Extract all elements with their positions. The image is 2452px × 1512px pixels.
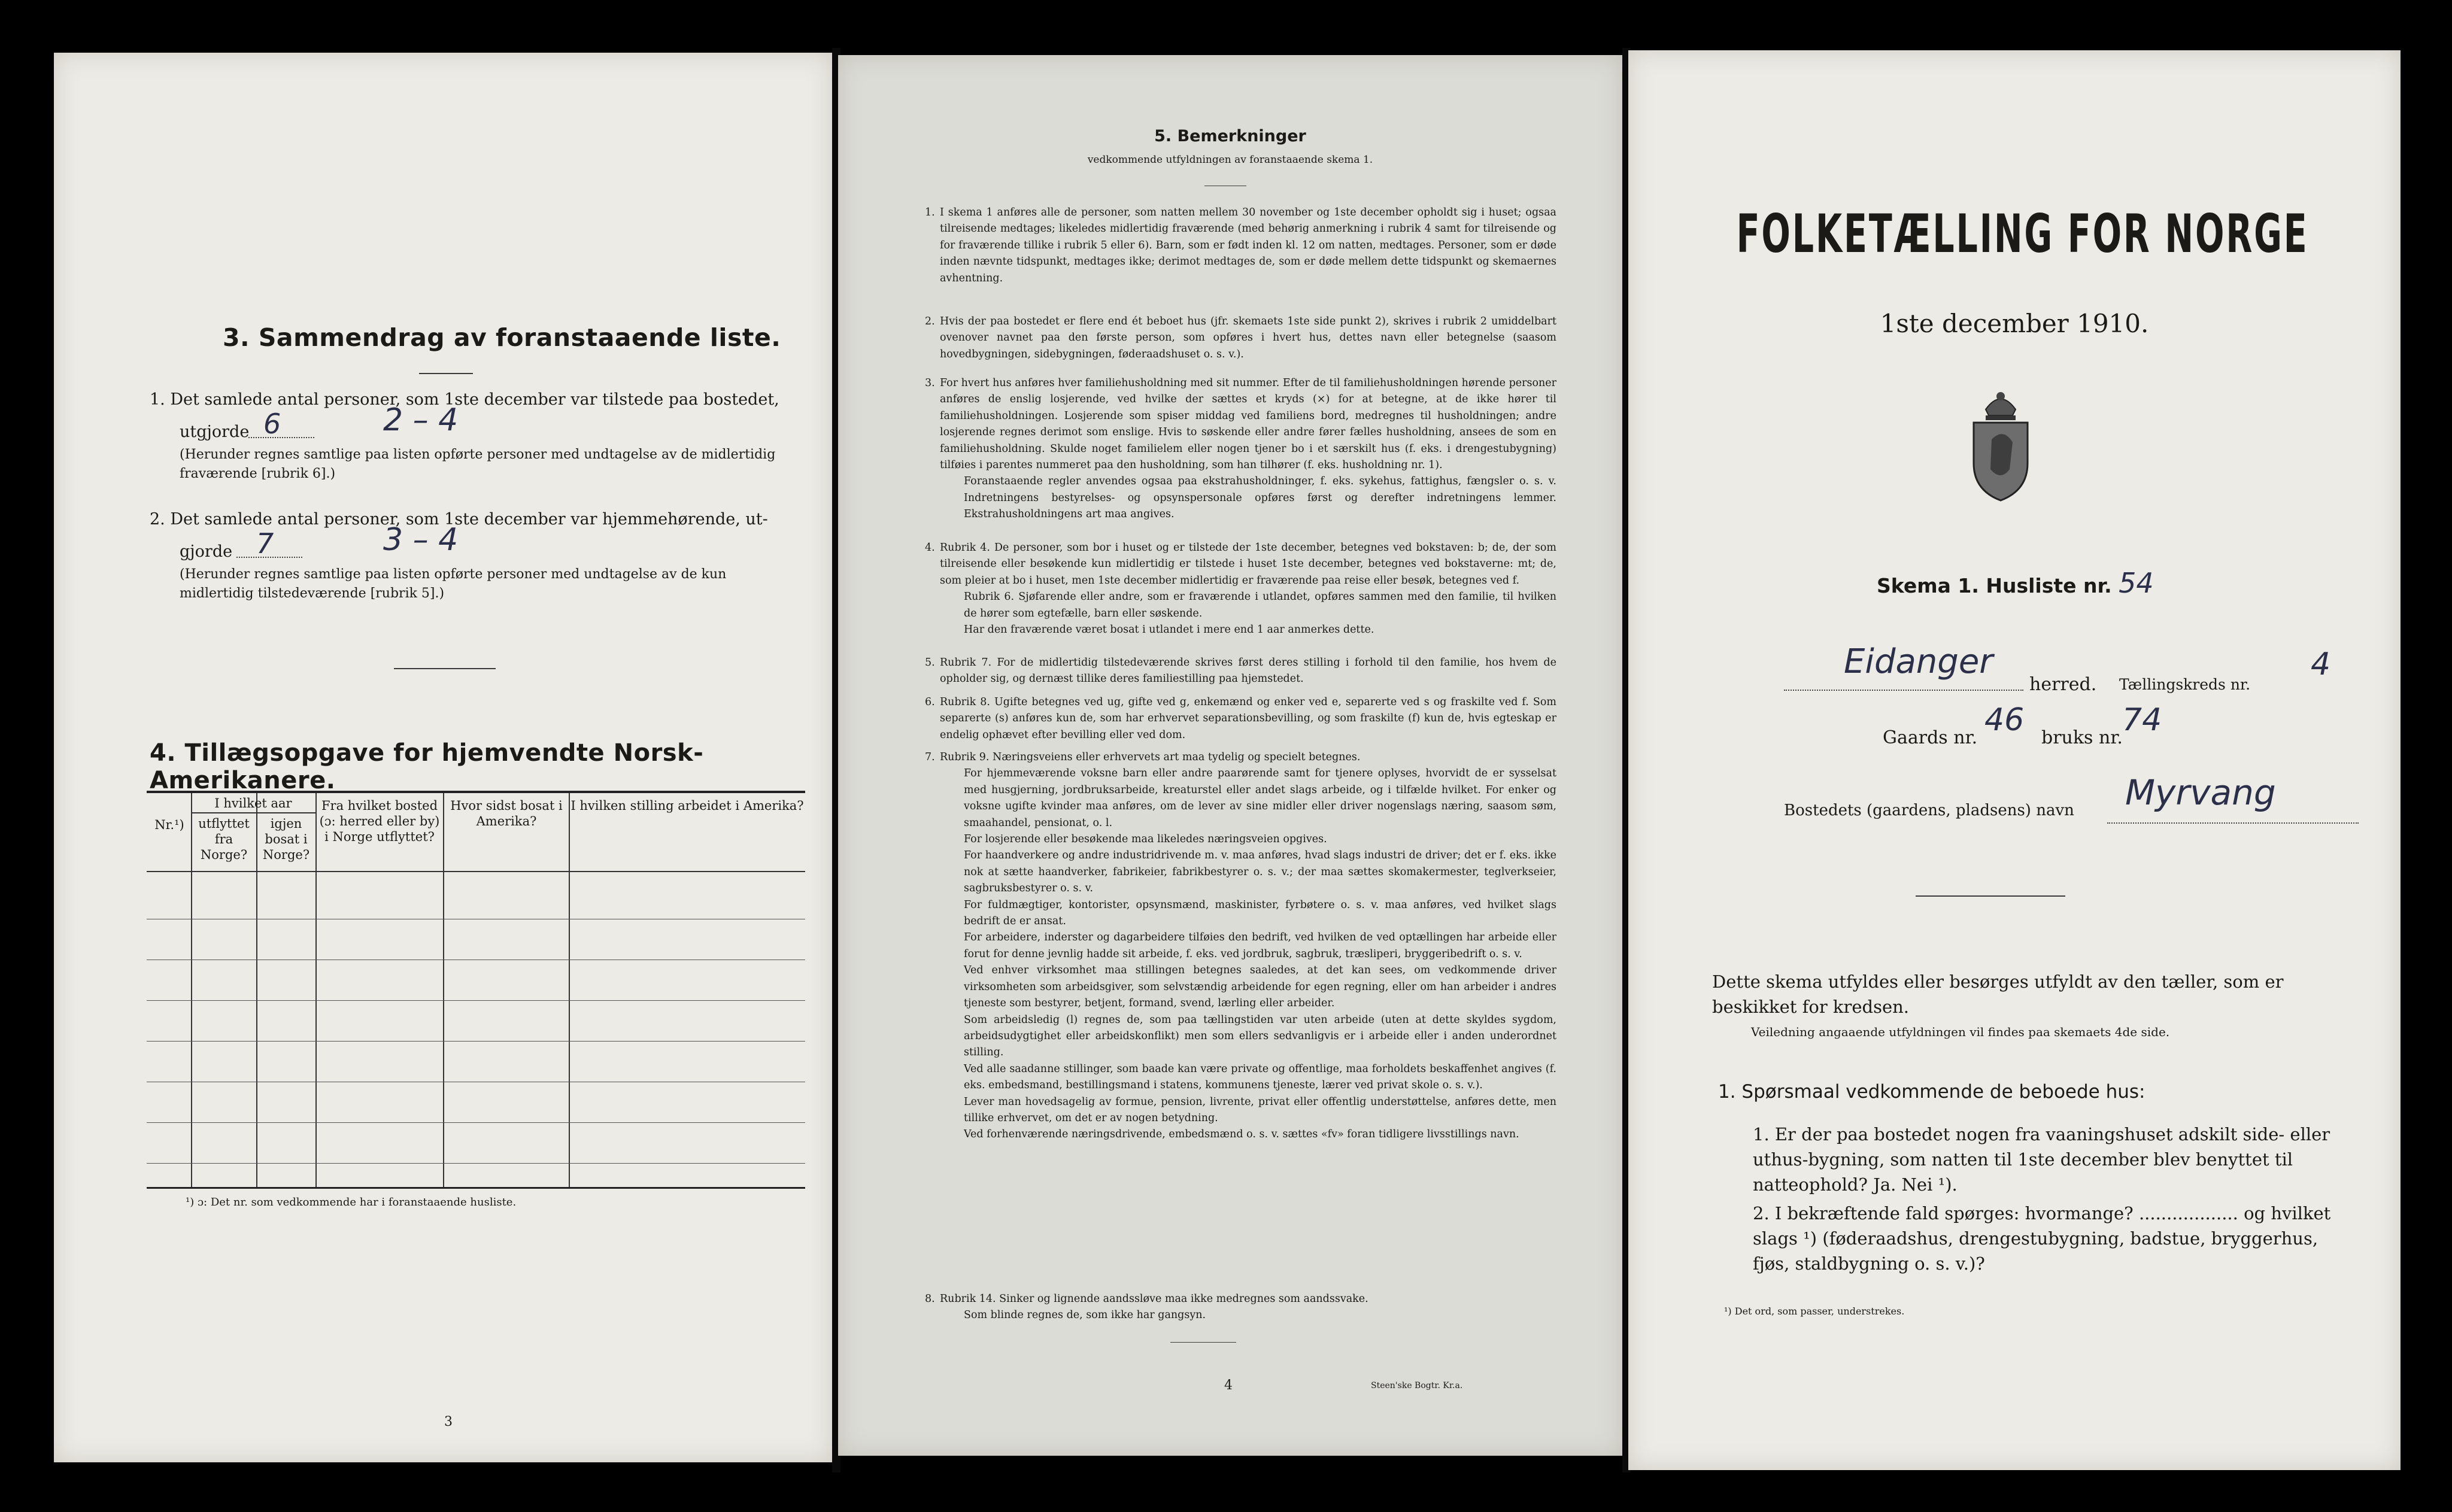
instruction-note: Veiledning angaaende utfyldningen vil findes paa skemaets 4de side. xyxy=(1751,1025,2170,1039)
bruks-label: bruks nr. xyxy=(2041,727,2123,748)
summary-item-1-note: (Herunder regnes samtlige paa listen opførte personer med undtagelse av de midlertidig fraværende [rubrik 6].) xyxy=(180,447,776,481)
remark-text: Rubrik 6. Sjøfarende eller andre, som er fraværende i utlandet, opføres sammen med den familie, til hvilken de hører som egtefælle, barn eller søskende. xyxy=(964,591,1556,620)
dotted-line xyxy=(2107,822,2359,824)
remark-text: Hvis der paa bostedet er flere end ét beboet hus (jfr. skemaets 1ste side punkt 2), skrives i rubrik 2 umiddelbart ovenover navnet paa den første person, som opføres i hvert hus, dettes navn eller betegnelse (saasom hovedbygningen, sidebygningen, føderaadshuset o. s. v.). xyxy=(940,315,1556,360)
remark-number: 6. xyxy=(925,696,935,708)
form-title: FOLKETÆLLING FOR NORGE xyxy=(1736,203,2309,265)
remark-text: Rubrik 4. De personer, som bor i huset og er tilstede der 1ste december, betegnes ved bokstaven: b; de, der som tilreisende eller besøkende kun midlertidig er tilstede i huset 1ste december, betegnes ved bokstaverne: mt; de, som pleier at bo i huset, men 1ste december midlertidig er fraværende paa reise eller besøk, betegnes ved f. xyxy=(940,542,1556,587)
gaards-line xyxy=(1883,702,2302,754)
header-bottom-rule xyxy=(147,871,805,872)
table-column-divider xyxy=(315,793,317,1187)
remark-text: Har den fraværende været bosat i utlandet i mere end 1 aar anmerkes dette. xyxy=(964,624,1374,636)
summary-item-1 xyxy=(150,388,814,484)
coat-of-arms-icon xyxy=(1962,385,2040,503)
table-header-last-residence: Hvor sidst bosat i Amerika? xyxy=(450,798,563,828)
gaards-label: Gaards nr. xyxy=(1883,727,1978,748)
table-header-returned: igjen bosat i Norge? xyxy=(262,816,310,862)
remark-5 xyxy=(925,655,1556,688)
table-header-from-place: Fra hvilket bosted (ɔ: herred eller by) i Norge utflyttet? xyxy=(319,798,440,844)
ornament-divider xyxy=(1916,895,2065,897)
remark-text: Som blinde regnes de, som ikke har gangsyn. xyxy=(964,1309,1206,1322)
table-row xyxy=(147,1163,805,1164)
herred-line xyxy=(1784,642,2371,697)
divider xyxy=(1170,1342,1236,1343)
divider xyxy=(394,668,496,669)
form-title-wrap xyxy=(1628,203,2401,265)
remark-number: 8. xyxy=(925,1293,935,1305)
remark-text: Rubrik 8. Ugifte betegnes ved ug, gifte ved g, enkemænd og enker ved e, separerte ved s og fraskilte ved f. Som separerte (s) anføres kun de, som har erhvervet separationsbevilling, og som fraskilte (f) kun de, hvis egteskap er endelig ophævet efter bevilling eller ved dom. xyxy=(940,696,1556,741)
remark-7 xyxy=(925,749,1556,1143)
remark-text: Ved forhenværende næringsdrivende, embedsmænd o. s. v. sættes «fv» foran tidligere livsstillings navn. xyxy=(964,1128,1519,1141)
kreds-label: Tællingskreds nr. xyxy=(2119,676,2251,693)
norsk-amerikanere-table xyxy=(147,791,805,1189)
gaards-number: 46 xyxy=(1984,702,2025,738)
dotted-line xyxy=(248,437,314,438)
table-footnote: ¹) ɔ: Det nr. som vedkommende har i foranstaaende husliste. xyxy=(186,1196,517,1209)
footnote: ¹) Det ord, som passer, understrekes. xyxy=(1724,1305,1905,1317)
remark-text: For hvert hus anføres hver familiehusholdning med sit nummer. Efter de til familiehusholdningen hørende personer anføres de enslig losjerende, ved hvilke der sættes et kryds (×) for at betegne, at de ikke hører til familiehusholdningen. Losjerende som spiser middag ved familiens bord, medregnes til husholdningen; andre losjerende regnes derimot som enslige. Hvis to søskende eller andre fører fælles husholdning, ansees de som en familiehusholdning. Skulde noget familielem eller nogen tjener bo i et særskilt hus (f. eks. i drengestubygning) tilføies i parentes nummeret paa den husholdning, som han tilhører (f. eks. husholdning nr. 1). xyxy=(940,377,1557,472)
schema-label: Skema 1. Husliste nr. xyxy=(1877,574,2112,597)
remark-text: Rubrik 14. Sinker og lignende aandssløve maa ikke medregnes som aandssvake. xyxy=(940,1293,1368,1305)
herred-label: herred. xyxy=(2029,674,2097,695)
remark-number: 3. xyxy=(925,377,935,389)
question-section-title: 1. Spørsmaal vedkommende de beboede hus: xyxy=(1718,1081,2146,1103)
dotted-line xyxy=(1784,690,2023,691)
page-number: 3 xyxy=(444,1414,453,1429)
summary-item-2-handwritten-total: 7 xyxy=(256,527,274,560)
table-row xyxy=(147,1122,805,1123)
summary-item-2 xyxy=(150,508,814,603)
remark-text: For haandverkere og andre industridrivende m. v. maa anføres, hvad slags industri de driver; det er f. eks. ikke nok at sætte haandverker, fabrikeier, fabrikbestyrer o. s. v.; der maa sættes skomakermester, teglverkseier, sagbruksbestyrer o. s. v. xyxy=(964,849,1556,895)
herred-name: Eidanger xyxy=(1844,642,1993,681)
bosted-name: Myrvang xyxy=(2125,772,2276,813)
remark-2 xyxy=(925,314,1556,363)
remark-8 xyxy=(925,1291,1556,1324)
remark-number: 4. xyxy=(925,542,935,554)
table-row xyxy=(147,1000,805,1001)
question-2: 2. I bekræftende fald spørges: hvormange? .................. og hvilket slags ¹) (føderaadshus, drengestubygning, badstue, bryggerhus, fjøs, staldbygning o. s. v.)? xyxy=(1753,1203,2331,1274)
bosted-line xyxy=(1784,772,2371,828)
table-header-nr: Nr.¹) xyxy=(154,818,184,832)
summary-item-1-handwritten-total: 6 xyxy=(263,408,281,440)
dotted-line xyxy=(236,557,302,558)
instruction-text: Dette skema utfyldes eller besørges utfyldt av den tæller, som er beskikket for kredsen. xyxy=(1712,971,2284,1017)
bosted-label: Bostedets (gaardens, pladsens) navn xyxy=(1784,801,2074,819)
remark-text: Lever man hovedsagelig av formue, pension, livrente, privat eller offentlig understøttelse, anføres dette, men tillike erhvervet, om det er av nogen betydning. xyxy=(964,1095,1556,1124)
husliste-number: 54 xyxy=(2119,567,2154,599)
remark-text: For fuldmægtiger, kontorister, opsynsmænd, maskinister, fyrbøtere o. s. v. maa anføres, ved hvilket slags bedrift de er ansat. xyxy=(964,898,1556,928)
remark-text: Ved alle saadanne stillinger, som baade kan være private og offentlige, maa forholdets beskaffenhet angives (f. eks. embedsmand, bestillingsmand i statens, kommunens tjeneste, lærer ved privat skole o. s. v.). xyxy=(964,1062,1556,1092)
section-4-title: 4. Tillægsopgave for hjemvendte Norsk-Amerikanere. xyxy=(150,739,704,794)
remark-text: Som arbeidsledig (l) regnes de, som paa tællingstiden var uten arbeide (uten at dette skyldes sygdom, arbeidsudygtighet eller arbeidskonflikt) men som ellers sedvanligvis er i arbeide eller i anden underordnet stilling. xyxy=(964,1013,1556,1059)
remark-text: Rubrik 7. For de midlertidig tilstedeværende skrives først deres stilling i forhold til den familie, hos hvem de opholder sig, og dernæst tillike deres familiestilling paa hjemstedet. xyxy=(940,657,1556,685)
remark-text: For losjerende eller besøkende maa likeledes næringsveien opgives. xyxy=(964,833,1327,846)
remark-3 xyxy=(925,375,1557,523)
section-5-title: 5. Bemerkninger xyxy=(1154,127,1306,145)
remark-text: For arbeidere, inderster og dagarbeidere tilføies den bedrift, ved hvilken de ved optællingen har arbeide eller forut for denne jevnlig hadde sit arbeide, f. eks. ved jordbruk, sagbruk, træsliperi, bryggeribedrift o. s. v. xyxy=(964,931,1556,960)
right-page xyxy=(1628,50,2401,1470)
remark-number: 2. xyxy=(925,315,935,327)
table-header-year-group: I hvilket aar xyxy=(214,796,292,810)
section-5-subtitle: vedkommende utfyldningen av foranstaaende skema 1. xyxy=(1087,154,1373,166)
table-header-emigrated: utflyttet fra Norge? xyxy=(198,816,250,862)
summary-item-1-prefix: utgjorde xyxy=(180,423,250,441)
summary-item-2-prefix: gjorde xyxy=(180,542,233,561)
remark-text: Ved enhver virksomhet maa stillingen betegnes saaledes, at det kan sees, om vedkommende driver virksomheten som arbeidsgiver, som selvstændig arbeidende for egen regning, eller om han arbeider i andres tjeneste som bestyrer, betjent, formand, svend, lærling eller arbeider. xyxy=(964,964,1556,1010)
table-column-divider xyxy=(569,793,570,1187)
table-header-position: I hvilken stilling arbeidet i Amerika? xyxy=(570,798,804,813)
remark-text: I skema 1 anføres alle de personer, som natten mellem 30 november og 1ste december opholdt sig i huset; ogsaa tilreisende medtages; likeledes midlertidig fraværende (med behørig anmerkning i rubrik 4 samt for tilreisende og for fraværende tillike i rubrik 5 eller 6). Barn, som er født inden kl. 12 om natten, medtages. Personer, som er døde inden nævnte tidspunkt, medtages ikke; derimot medtages de, som er døde mellem dette tidspunkt og skemaernes avhentning. xyxy=(940,207,1556,284)
remark-number: 7. xyxy=(925,751,935,763)
section-3-title: 3. Sammendrag av foranstaaende liste. xyxy=(223,323,781,352)
remark-6 xyxy=(925,694,1556,743)
kreds-number: 4 xyxy=(2311,646,2331,682)
summary-item-1-handwritten-split: 2 – 4 xyxy=(383,402,459,438)
printer-imprint: Steen'ske Bogtr. Kr.a. xyxy=(1371,1381,1463,1390)
remark-number: 5. xyxy=(925,657,935,669)
summary-item-2-handwritten-split: 3 – 4 xyxy=(383,522,459,558)
table-row xyxy=(147,1041,805,1042)
census-date: 1ste december 1910. xyxy=(1880,309,2149,338)
question-1: 1. Er der paa bostedet nogen fra vaaningshuset adskilt side- eller uthus-bygning, som natten til 1ste december blev benyttet til natteophold? Ja. Nei ¹). xyxy=(1753,1124,2330,1195)
page-number: 4 xyxy=(1224,1378,1233,1393)
bruks-number: 74 xyxy=(2122,702,2162,738)
summary-item-1-text: 1. Det samlede antal personer, som 1ste december var tilstede paa bostedet, xyxy=(150,390,779,409)
remark-text: For hjemmeværende voksne barn eller andre paarørende samt for tjenere oplyses, hvorvidt de er sysselsat med husgjerning, jordbruksarbeide, kreaturstel eller andet slags arbeide, og i tilfælde hvilket. For enker og voksne ugifte kvinder maa anføres, om de lever av sine midler eller driver nogenslags næring, saasom søm, smaahandel, pensionat, o. l. xyxy=(964,767,1556,829)
middle-page xyxy=(838,55,1622,1456)
summary-item-2-note: (Herunder regnes samtlige paa listen opførte personer med undtagelse av de kun midlertidig tilstedeværende [rubrik 5].) xyxy=(180,567,727,601)
summary-item-2-text: 2. Det samlede antal personer, som 1ste december var hjemmehørende, ut- xyxy=(150,510,768,529)
remark-1 xyxy=(925,205,1556,287)
remark-text: Rubrik 9. Næringsveiens eller erhvervets art maa tydelig og specielt betegnes. xyxy=(940,751,1361,763)
remark-number: 1. xyxy=(925,207,935,218)
remark-4 xyxy=(925,540,1556,638)
remark-text: Foranstaaende regler anvendes ogsaa paa ekstrahusholdninger, f. eks. sykehus, fattighus, fængsler o. s. v. Indretningens bestyrelses- og opsynspersonale opføres først og derefter indretningens lemmer. Ekstrahusholdningens art maa angives. xyxy=(964,475,1556,521)
header-divider xyxy=(191,812,315,813)
table-column-divider xyxy=(443,793,444,1187)
divider xyxy=(419,373,473,374)
schema-husliste-line xyxy=(1877,567,2154,599)
left-page xyxy=(54,53,832,1462)
